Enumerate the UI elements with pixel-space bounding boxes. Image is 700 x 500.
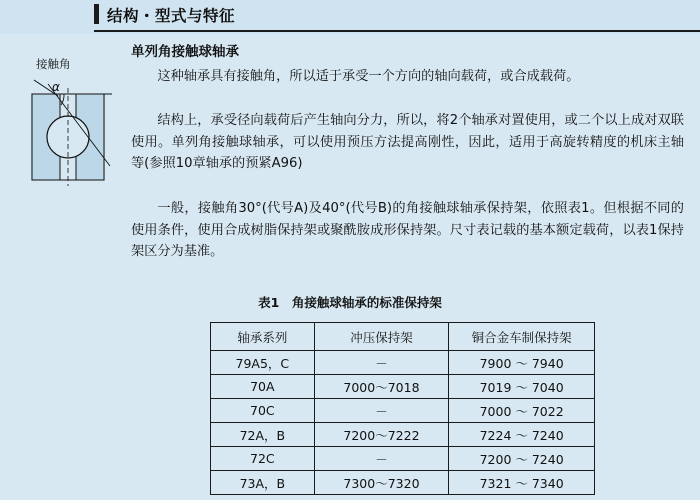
table-row — [211, 351, 595, 375]
table-header-row — [211, 323, 595, 351]
header-divider — [94, 30, 700, 32]
column-header-series: 轴承系列 — [211, 323, 315, 351]
cell-machined-cage: 7224 ～ 7240 — [449, 423, 595, 447]
table-row — [211, 423, 595, 447]
cell-series: 73A，B — [211, 471, 315, 495]
alpha-symbol-label: α — [52, 80, 60, 94]
cell-pressed-cage: － — [314, 399, 449, 423]
cell-series: 79A5，C — [211, 351, 315, 375]
cell-machined-cage: 7321 ～ 7340 — [449, 471, 595, 495]
table-caption: 表1 角接触球轴承的标准保持架 — [258, 295, 442, 310]
column-header-pressed-cage: 冲压保持架 — [314, 323, 449, 351]
table-row — [211, 447, 595, 471]
retainer-table — [210, 322, 595, 495]
paragraph-2: 结构上，承受径向载荷后产生轴向分力，所以，将2个轴承对置使用，或二个以上成对双联使用。单列角接触球轴承，可以使用预压方法提高刚性，因此，适用于高旋转精度的机床主轴等(参照10章轴承的预紧A96) — [131, 113, 684, 171]
cell-pressed-cage: － — [314, 447, 449, 471]
page-header — [0, 0, 700, 34]
contact-angle-label: 接触角 — [36, 57, 71, 71]
page-title: 结构・型式与特征 — [107, 7, 236, 25]
cell-machined-cage: 7900 ～ 7940 — [449, 351, 595, 375]
bearing-diagram-icon — [12, 48, 124, 188]
cell-machined-cage: 7000 ～ 7022 — [449, 399, 595, 423]
table-row — [211, 471, 595, 495]
table-row — [211, 375, 595, 399]
column-header-machined-brass-cage: 铜合金车制保持架 — [449, 323, 595, 351]
header-accent-bar — [94, 4, 99, 24]
table-row — [211, 399, 595, 423]
cell-pressed-cage: 7000～7018 — [314, 375, 449, 399]
cell-pressed-cage: 7200～7222 — [314, 423, 449, 447]
cell-series: 70A — [211, 375, 315, 399]
cell-series: 72A，B — [211, 423, 315, 447]
paragraph-3: 一般，接触角30°(代号A)及40°(代号B)的角接触球轴承保持架，依照表1。但根据不同的使用条件，使用合成树脂保持架或聚酰胺成形保持架。尺寸表记载的基本额定载荷，以表1保持架区分为基准。 — [131, 201, 684, 259]
cell-machined-cage: 7019 ～ 7040 — [449, 375, 595, 399]
paragraph-1: 这种轴承具有接触角，所以适于承受一个方向的轴向载荷，或合成载荷。 — [157, 69, 580, 84]
cell-pressed-cage: － — [314, 351, 449, 375]
cell-machined-cage: 7200 ～ 7240 — [449, 447, 595, 471]
cell-series: 70C — [211, 399, 315, 423]
section-subtitle: 单列角接触球轴承 — [131, 44, 239, 60]
bearing-cross-section-figure — [12, 48, 124, 188]
cell-pressed-cage: 7300～7320 — [314, 471, 449, 495]
cell-series: 72C — [211, 447, 315, 471]
